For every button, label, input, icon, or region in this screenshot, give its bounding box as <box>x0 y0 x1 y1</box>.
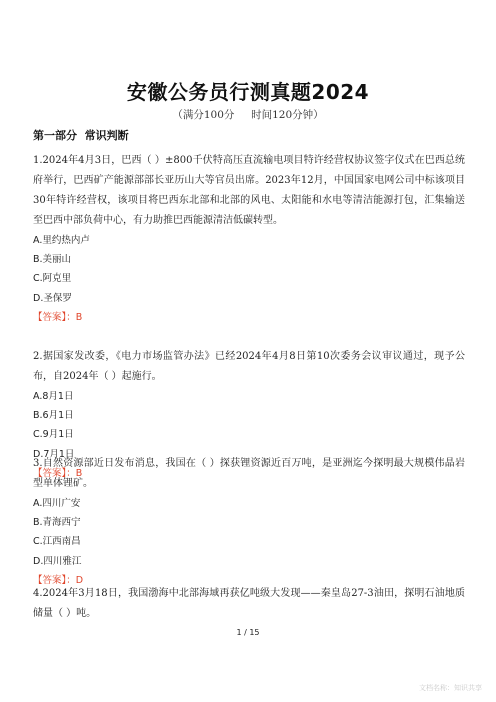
option-a: A.里约热内卢 <box>33 235 90 246</box>
page-number: 1 / 15 <box>236 628 260 637</box>
question-4 <box>33 584 465 624</box>
answer-label: 【答案】：D <box>33 574 84 586</box>
option-d: D.7月1日 <box>33 448 75 460</box>
question-stem: 3.自然资源部近日发布消息，我国在（ ）探获锂资源近百万吨，是亚洲迄今探明最大规模伟晶岩型单体锂矿。 <box>33 458 465 489</box>
option-d: D.圣保罗 <box>33 292 72 304</box>
option-a: A.8月1日 <box>33 391 74 402</box>
question-3 <box>33 454 465 590</box>
option-b: B.青海西宁 <box>33 517 81 529</box>
document-subtitle: （满分100分 时间120分钟） <box>172 109 324 121</box>
option-b: B.6月1日 <box>33 410 74 422</box>
document-title: 安徽公务员行测真题2024 <box>126 80 370 104</box>
answer-label: 【答案】：B <box>33 311 83 323</box>
option-d: D.四川雅江 <box>33 555 82 567</box>
option-c: C.9月1日 <box>33 429 74 441</box>
question-stem: 2.据国家发改委，《电力市场监管办法》已经2024年4月8日第10次委务会议审议通过，现予公布，自2024年（ ）起施行。 <box>33 351 465 382</box>
option-c: C.阿克里 <box>33 273 72 285</box>
option-c: C.江西南昌 <box>33 536 81 548</box>
question-stem: 4.2024年3月18日，我国渤海中北部海域再获亿吨级大发现——秦皇岛27-3油田，探明石油地质储量（ ）吨。 <box>33 588 465 619</box>
option-b: B.美丽山 <box>33 254 72 266</box>
answer-label: 【答案】：B <box>33 467 83 479</box>
question-stem: 1.2024年4月3日，巴西（ ）±800千伏特高压直流输电项目特许经营权协议签字仪式在巴西总统府举行，巴西矿产能源部部长亚历山大等官员出席。2023年12月，中国国家电网公司中标该项目30年特许经营权，该项目将巴西东北部和北部的风电、太阳能和水电等清洁能源打包，汇集输送至巴西中部负荷中心，有力助推巴西能源清洁低碳转型。 <box>33 155 465 226</box>
section-heading: 第一部分 常识判断 <box>33 129 129 142</box>
question-1 <box>33 151 465 327</box>
option-a: A.四川广安 <box>33 498 81 509</box>
watermark: 文档名称：知识共享 <box>419 684 482 692</box>
